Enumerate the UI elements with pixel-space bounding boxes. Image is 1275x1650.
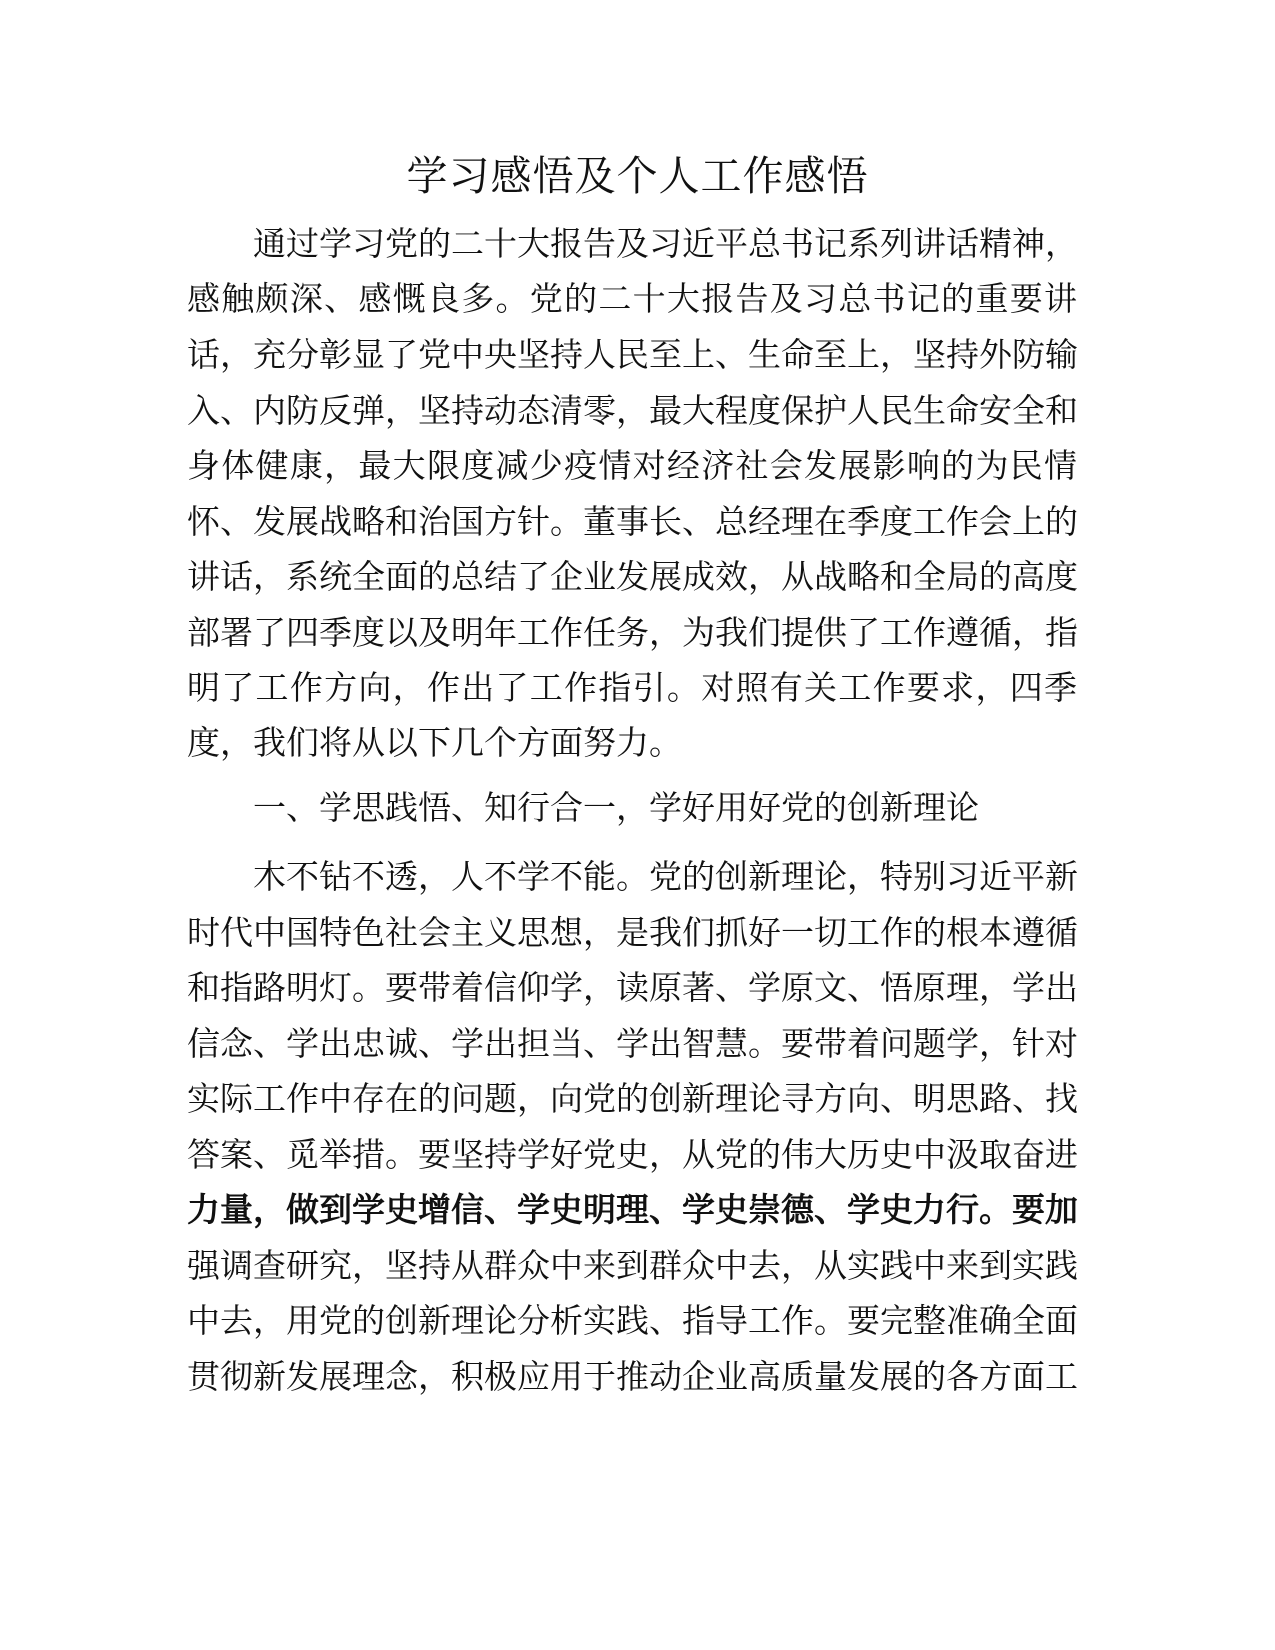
paragraph-line: 和指路明灯。要带着信仰学，读原著、学原文、悟原理，学出 (187, 968, 1078, 1007)
paragraph-line: 部署了四季度以及明年工作任务，为我们提供了工作遵循，指 (187, 613, 1078, 652)
paragraph-line: 讲话，系统全面的总结了企业发展成效，从战略和全局的高度 (187, 557, 1078, 596)
paragraph-line: 信念、学出忠诚、学出担当、学出智慧。要带着问题学，针对 (187, 1024, 1078, 1063)
section-heading: 一、学思践悟、知行合一，学好用好党的创新理论 (253, 788, 979, 827)
paragraph-line-bold: 力量，做到学史增信、学史明理、学史崇德、学史力行。要加 (187, 1190, 1078, 1229)
paragraph-line: 答案、觅举措。要坚持学好党史，从党的伟大历史中汲取奋进 (187, 1135, 1078, 1174)
paragraph-line: 度，我们将从以下几个方面努力。 (187, 723, 682, 762)
paragraph-line: 身体健康，最大限度减少疫情对经济社会发展影响的为民情 (187, 446, 1077, 485)
paragraph-line: 贯彻新发展理念，积极应用于推动企业高质量发展的各方面工 (187, 1357, 1078, 1396)
paragraph-line: 强调查研究，坚持从群众中来到群众中去，从实践中来到实践 (187, 1246, 1078, 1285)
paragraph-line: 中去，用党的创新理论分析实践、指导工作。要完整准确全面 (187, 1301, 1078, 1340)
paragraph-line: 明了工作方向，作出了工作指引。对照有关工作要求，四季 (187, 668, 1077, 707)
paragraph-line: 木不钻不透，人不学不能。党的创新理论，特别习近平新 (253, 857, 1078, 896)
paragraph-line: 入、内防反弹，坚持动态清零，最大程度保护人民生命安全和 (187, 391, 1078, 430)
paragraph-line: 怀、发展战略和治国方针。董事长、总经理在季度工作会上的 (187, 502, 1078, 541)
paragraph-line: 实际工作中存在的问题，向党的创新理论寻方向、明思路、找 (187, 1079, 1078, 1118)
paragraph-line: 话，充分彰显了党中央坚持人民至上、生命至上，坚持外防输 (187, 335, 1078, 374)
paragraph-line: 感触颇深、感慨良多。党的二十大报告及习总书记的重要讲 (187, 279, 1077, 318)
paragraph-line: 通过学习党的二十大报告及习近平总书记系列讲话精神， (253, 224, 1078, 263)
paragraph-line: 时代中国特色社会主义思想，是我们抓好一切工作的根本遵循 (187, 913, 1078, 952)
document-title: 学习感悟及个人工作感悟 (406, 152, 869, 200)
